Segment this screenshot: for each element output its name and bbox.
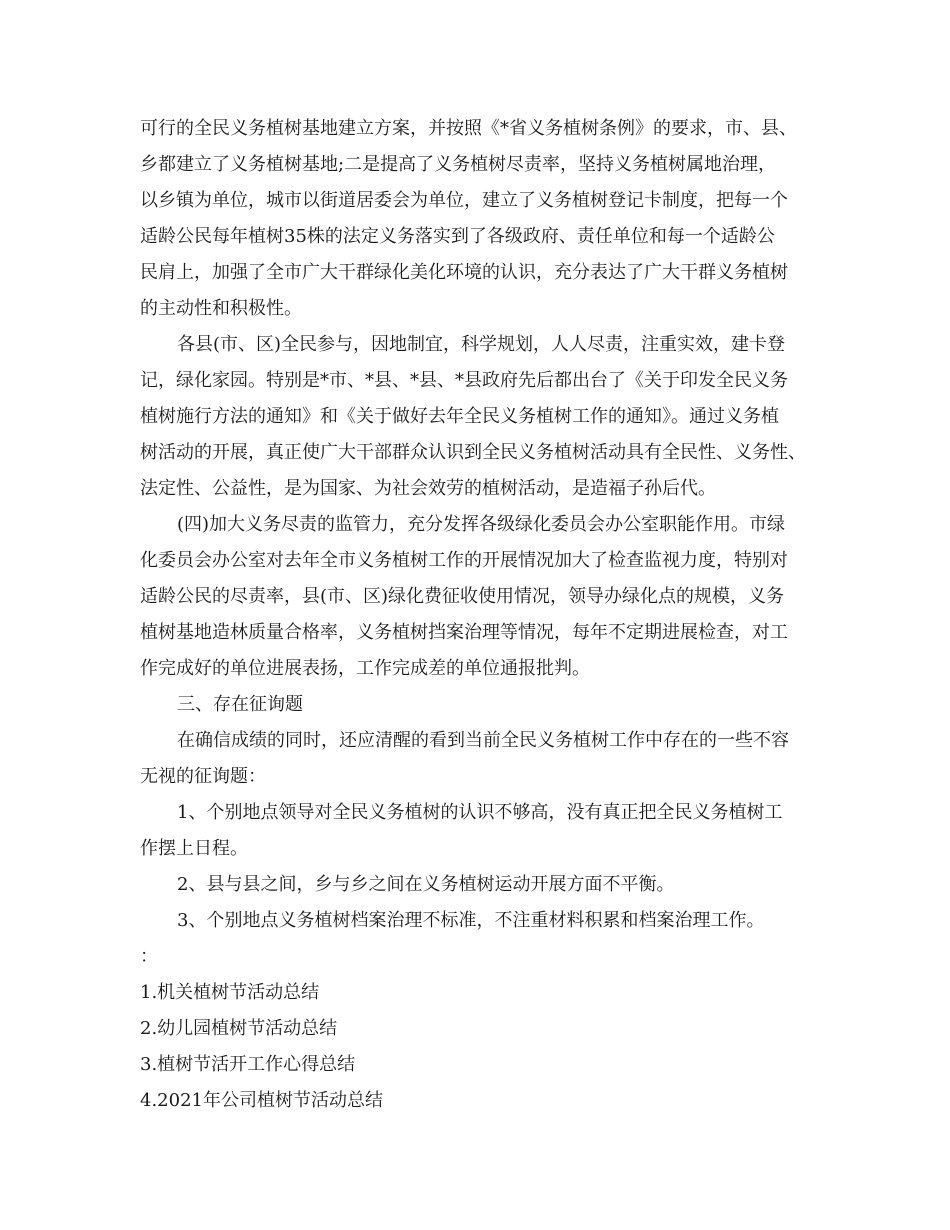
text-line: 作摆上日程。: [140, 838, 248, 859]
text-line: 化委员会办公室对去年全市义务植树工作的开展情况加大了检查监视力度，特别对: [140, 550, 788, 571]
related-link[interactable]: 2.幼儿园植树节活动总结: [140, 1018, 338, 1039]
text-line: 各县(市、区)全民参与，因地制宜，科学规划，人人尽责，注重实效，建卡登: [177, 334, 786, 355]
related-link[interactable]: 4.2021年公司植树节活动总结: [140, 1090, 383, 1111]
text-line: 作完成好的单位进展表扬，工作完成差的单位通报批判。: [140, 658, 590, 679]
text-line: 民肩上，加强了全市广大干群绿化美化环境的认识，充分表达了广大干群义务植树: [140, 262, 788, 283]
text-line: 植树施行方法的通知》和《关于做好去年全民义务植树工作的通知》。通过义务植: [140, 406, 779, 427]
text-line: 记，绿化家园。特别是*市、*县、*县、*县政府先后都出台了《关于印发全民义务: [140, 370, 788, 391]
issue-item: 3、个别地点义务植树档案治理不标准，不注重材料积累和档案治理工作。: [177, 910, 765, 931]
issue-item: 2、县与县之间，乡与乡之间在义务植树运动开展方面不平衡。: [177, 874, 675, 895]
text-line: 乡都建立了义务植树基地;二是提高了义务植树尽责率，坚持义务植树属地治理，: [140, 154, 777, 175]
text-line: 树活动的开展，真正使广大干部群众认识到全民义务植树活动具有全民性、义务性、: [140, 442, 806, 463]
issue-item: 1、个别地点领导对全民义务植树的认识不够高，没有真正把全民义务植树工: [177, 802, 783, 823]
text-line: 在确信成绩的同时，还应清醒的看到当前全民义务植树工作中存在的一些不容: [177, 730, 789, 751]
text-line: 适龄公民每年植树35株的法定义务落实到了各级政府、责任单位和每一个适龄公: [140, 226, 775, 247]
text-line: 适龄公民的尽责率，县(市、区)绿化费征收使用情况，领导办绿化点的规模，义务: [140, 586, 785, 607]
text-line: 植树基地造林质量合格率，义务植树挡案治理等情况，每年不定期进展检查，对工: [140, 622, 788, 643]
text-line: 以乡镇为单位，城市以街道居委会为单位，建立了义务植树登记卡制度，把每一个: [140, 190, 788, 211]
text-line: 无视的征询题：: [140, 766, 266, 787]
related-link[interactable]: 1.机关植树节活动总结: [140, 982, 320, 1003]
text-line: 可行的全民义务植树基地建立方案，并按照《*省义务植树条例》的要求，市、县、: [140, 118, 797, 139]
text-line: 法定性、公益性，是为国家、为社会效劳的植树活动，是造福子孙后代。: [140, 478, 716, 499]
separator-colon: ：: [140, 946, 158, 967]
related-link[interactable]: 3.植树节活开工作心得总结: [140, 1054, 356, 1075]
text-line: 的主动性和积极性。: [140, 298, 302, 319]
section-heading: 三、存在征询题: [177, 694, 303, 715]
text-line: (四)加大义务尽责的监管力，充分发挥各级绿化委员会办公室职能作用。市绿: [177, 514, 786, 535]
